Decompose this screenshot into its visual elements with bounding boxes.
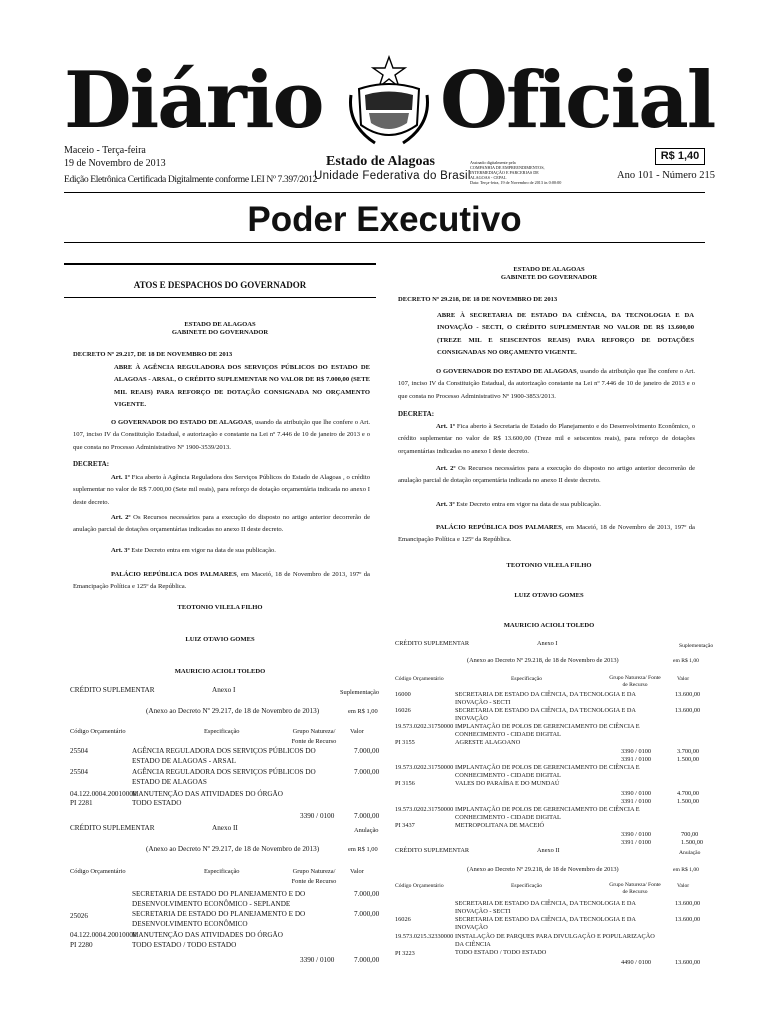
row-code: PI 2280	[70, 941, 93, 949]
left-signature-3: MAURICIO ACIOLI TOLEDO	[174, 668, 266, 675]
row-group: 3390 / 0100	[300, 812, 335, 820]
state-coat-of-arms-icon	[345, 55, 433, 150]
annex-kind: Suplementação	[679, 643, 714, 649]
left-art1	[73, 472, 370, 509]
right-signature-3: MAURICIO ACIOLI TOLEDO	[503, 622, 595, 629]
row-value: 7.000,00	[354, 956, 380, 964]
row-spec: MANUTENÇÃO DAS ATIVIDADES DO ÓRGÃO	[132, 931, 283, 939]
art1-lead: Art. 1º	[111, 474, 130, 481]
palace-text: , em Maceió, 18 de Novembro de 2013, 197º da Emancipação Política e 125º da República.	[73, 571, 370, 591]
row-value: 13.600,00	[675, 707, 701, 714]
right-signature-2: LUIZ OTAVIO GOMES	[514, 592, 584, 599]
annex-label: CRÉDITO SUPLEMENTAR	[395, 847, 470, 854]
annex-kind: Anulação	[354, 827, 379, 834]
row-code: PI 3437	[395, 822, 415, 829]
row-spec: TODO ESTADO / TODO ESTADO	[132, 941, 237, 949]
right-art3	[398, 499, 695, 511]
price-badge: R$ 1,40	[655, 148, 705, 165]
row-code: PI 3155	[395, 739, 415, 746]
annex-ref: (Anexo ao Decreto Nº 29.217, de 18 de Novembro de 2013)	[146, 707, 320, 715]
left-palace	[73, 569, 370, 594]
signature-line: Data: Terça-feira, 19 de Novembro de 2013 às 0:00:00	[470, 180, 562, 185]
row-spec: INSTALAÇÃO DE PARQUES PARA DIVULGAÇÃO E POPULARIZAÇÃO DA CIÊNCIA	[455, 933, 655, 948]
row-spec: IMPLANTAÇÃO DE POLOS DE GERENCIAMENTO DE CIÊNCIA E CONHECIMENTO - CIDADE DIGITAL	[455, 723, 640, 738]
annex-ref: (Anexo ao Decreto Nº 29.218, de 18 de Novembro de 2013)	[467, 657, 619, 664]
annex-label: CRÉDITO SUPLEMENTAR	[70, 824, 155, 832]
left-ementa: ABRE À AGÊNCIA REGULADORA DOS SERVIÇOS PÚBLICOS DO ESTADO DE ALAGOAS - ARSAL, O CRÉDITO SUPLEMENTAR NO VALOR DE R$ 7.000,00 (SETE MIL REAIS) PARA REFORÇO DE DOTAÇÃO CONSIGNADA NO ORÇAMENTO VIGENTE.	[114, 364, 370, 409]
preamble-text: , usando da atribuição que lhe confere o Art. 107, inciso IV da Constituição Estadual, da autorização constante na Lei nº 7.446 de 10 de janeiro de 2013 e o que consta no Processo Administrativo Nº 1900-3853/2013.	[398, 368, 695, 400]
col-value: Valor	[350, 728, 364, 735]
left-art2	[73, 512, 370, 537]
annex-unit: em R$ 1,00	[348, 846, 378, 853]
annex-unit: em R$ 1,00	[348, 708, 378, 715]
row-code: 16000	[395, 691, 411, 698]
right-palace	[398, 522, 695, 547]
row-value: 7.000,00	[354, 747, 380, 755]
left-signature-1: TEOTONIO VILELA FILHO	[177, 604, 263, 611]
left-decreta: DECRETA:	[73, 460, 110, 468]
row-code: 25026	[70, 912, 88, 920]
masthead-signature-note	[470, 160, 600, 185]
col-value: Valor	[350, 868, 364, 875]
signature-line: COMPANHIA DE EMPREENDIMENTOS,	[470, 165, 545, 170]
row-spec: AGÊNCIA REGULADORA DOS SERVIÇOS PÚBLICOS DO ESTADO DE ALAGOAS - ARSAL	[132, 747, 316, 765]
left-annex2-table	[70, 824, 380, 974]
annex-name: Anexo II	[212, 824, 238, 832]
masthead-state: Estado de Alagoas	[326, 154, 435, 169]
row-group: 4490 / 0100	[621, 959, 652, 966]
row-spec: METROPOLITANA DE MACEIÓ	[455, 822, 545, 829]
signature-line: INTERMEDIAÇÃO E PARCERIAS DE	[470, 170, 539, 175]
col-value: Valor	[677, 883, 690, 889]
row-value: 13.600,00	[675, 900, 701, 907]
preamble-text: , usando da atribuição que lhe confere o Art. 107, inciso IV da Constituição Estadual, e autorização e constante na Lei nº 7.446 de 10 de janeiro de 2013 e o que consta no Processo Administrativo Nº 1900-3539/2013.	[73, 419, 370, 451]
palace-bold: PALÁCIO REPÚBLICA DOS PALMARES	[436, 524, 562, 531]
right-art1	[398, 421, 695, 458]
col-code: Código Orçamentário	[70, 868, 126, 875]
row-spec: AGÊNCIA REGULADORA DOS SERVIÇOS PÚBLICOS DO ESTADO DE ALAGOAS	[132, 768, 316, 786]
col-code: Código Orçamentário	[395, 883, 444, 889]
row-value: 700,00 1.500,00	[681, 831, 704, 846]
row-group: 3390 / 0100 3391 / 0100	[621, 831, 652, 846]
art1-lead: Art. 1º	[436, 423, 455, 430]
left-preamble	[73, 417, 370, 454]
left-org-office: GABINETE DO GOVERNADOR	[171, 329, 269, 336]
right-org-office: GABINETE DO GOVERNADOR	[500, 274, 598, 281]
masthead-title-left: Diário	[64, 55, 323, 146]
col-spec: Especificação	[511, 676, 543, 682]
col-group: Grupo Natureza/ Fonte de Recurso	[609, 882, 661, 895]
row-spec: TODO ESTADO / TODO ESTADO	[455, 949, 547, 956]
row-spec: SECRETARIA DE ESTADO DO PLANEJAMENTO E DO DESENVOLVIMENTO ECONÔMICO - SEPLANDE	[132, 890, 306, 908]
left-section-header: ATOS E DESPACHOS DO GOVERNADOR	[133, 280, 307, 290]
annex-ref: (Anexo ao Decreto Nº 29.218, de 18 de Novembro de 2013)	[467, 866, 619, 873]
row-code: PI 3223	[395, 950, 415, 957]
art1-text: Fica aberto à Agência Reguladora dos Serviços Públicos do Estado de Alagoas , o crédito suplementar no valor de R$ 7.000,00 (Sete mil reais), para reforço de dotação orçamentária indicada no anexo I deste decreto.	[73, 474, 370, 506]
row-code: 19.573.0202.31750000	[395, 764, 454, 771]
left-decree-title: DECRETO Nº 29.217, DE 18 DE NOVEMBRO DE 2013	[73, 351, 233, 358]
row-code: 04.122.0004.20010000	[70, 931, 137, 939]
row-value: 7.000,00	[354, 812, 380, 820]
right-annex1-table	[395, 640, 714, 848]
col-value: Valor	[677, 676, 690, 682]
annex-label: CRÉDITO SUPLEMENTAR	[70, 686, 155, 694]
row-value: 7.000,00	[354, 910, 380, 918]
row-spec: TODO ESTADO	[132, 799, 182, 807]
row-spec: SECRETARIA DE ESTADO DO PLANEJAMENTO E DO DESENVOLVIMENTO ECONÔMICO	[132, 910, 306, 928]
annex-kind: Anulação	[679, 850, 701, 856]
masthead-federal-unit: Unidade Federativa do Brasil	[314, 170, 471, 182]
left-org-state: ESTADO DE ALAGOAS	[184, 321, 256, 328]
annex-unit: em R$ 1,00	[673, 867, 699, 873]
col-code: Código Orçamentário	[70, 728, 126, 735]
row-code: 19.573.0202.31750000	[395, 806, 454, 813]
right-preamble	[398, 366, 695, 403]
col-group: Grupo Natureza/ Fonte de Recurso	[609, 675, 661, 688]
right-decree-title: DECRETO Nº 29.218, DE 18 DE NOVEMBRO DE 2013	[398, 296, 558, 303]
row-spec: AGRESTE ALAGOANO	[455, 739, 521, 746]
art1-text: Fica aberto à Secretaria de Estado do Planejamento e do Desenvolvimento Econômico, o crédito suplementar no valor de R$ 13.600,00 (Treze mil e seiscentos reais), para reforço de dotações orçamentárias indicadas no anexo I deste decreto.	[398, 423, 695, 455]
art3-lead: Art. 3º	[111, 547, 130, 554]
row-value: 4.700,00 1.500,00	[677, 790, 700, 805]
col-spec: Especificação	[511, 883, 543, 889]
annex-kind: Suplementação	[340, 689, 380, 696]
row-spec: SECRETARIA DE ESTADO DA CIÊNCIA, DA TECNOLOGIA E DA INOVAÇÃO - SECTI	[455, 691, 636, 706]
col-group: Grupo Natureza/ Fonte de Recurso	[291, 728, 337, 745]
left-art3	[73, 545, 370, 557]
annex-name: Anexo I	[212, 686, 236, 694]
row-spec: SECRETARIA DE ESTADO DA CIÊNCIA, DA TECNOLOGIA E DA INOVAÇÃO	[455, 916, 636, 931]
row-group: 3390 / 0100	[300, 956, 335, 964]
row-value: 13.600,00	[675, 691, 701, 698]
row-spec: SECRETARIA DE ESTADO DA CIÊNCIA, DA TECNOLOGIA E DA INOVAÇÃO	[455, 707, 636, 722]
art2-lead: Art. 2º	[111, 514, 131, 521]
annex-ref: (Anexo ao Decreto Nº 29.217, de 18 de Novembro de 2013)	[146, 845, 320, 853]
left-signature-2: LUIZ OTAVIO GOMES	[185, 636, 255, 643]
row-spec: IMPLANTAÇÃO DE POLOS DE GERENCIAMENTO DE CIÊNCIA E CONHECIMENTO - CIDADE DIGITAL	[455, 764, 640, 779]
row-group: 3390 / 0100 3391 / 0100	[621, 748, 652, 763]
row-spec: SECRETARIA DE ESTADO DA CIÊNCIA, DA TECNOLOGIA E DA INOVAÇÃO - SECTI	[455, 900, 636, 915]
row-code: PI 2281	[70, 799, 93, 807]
col-code: Código Orçamentário	[395, 676, 444, 682]
palace-bold: PALÁCIO REPÚBLICA DOS PALMARES	[111, 571, 237, 578]
row-spec: MANUTENÇÃO DAS ATIVIDADES DO ÓRGÃO	[132, 790, 283, 798]
palace-text: , em Maceió, 18 de Novembro de 2013, 197º da Emancipação Política e 125º da República.	[398, 524, 695, 544]
annex-name: Anexo II	[537, 847, 560, 854]
masthead-edition-note: Edição Eletrônica Certificada Digitalmente conforme LEI Nº 7.397/2012	[64, 174, 317, 185]
right-decreta: DECRETA:	[398, 410, 435, 418]
row-code: 19.573.0202.31750000	[395, 723, 454, 730]
col-group: Grupo Natureza/ Fonte de Recurso	[291, 868, 337, 885]
row-code: 25504	[70, 768, 88, 776]
masthead-title-right: Oficial	[440, 55, 715, 146]
signature-line: ALAGOAS - CEPAL	[470, 175, 507, 180]
annex-label: CRÉDITO SUPLEMENTAR	[395, 640, 470, 647]
row-code: 16026	[395, 916, 411, 923]
row-value: 7.000,00	[354, 768, 380, 776]
col-spec: Especificação	[204, 728, 240, 735]
signature-line: Assinado digitalmente pela	[470, 160, 516, 165]
right-signature-1: TEOTONIO VILELA FILHO	[506, 562, 592, 569]
right-ementa: ABRE À SECRETARIA DE ESTADO DA CIÊNCIA, DA TECNOLOGIA E DA INOVAÇÃO - SECTI, O CRÉDITO SUPLEMENTAR NO VALOR DE R$ 13.600,00 (TREZE MIL E SEISCENTOS REAIS) PARA REFORÇO DE DOTAÇÕES CONSIGNADAS NO ORÇAMENTO VIGENTE.	[437, 312, 694, 357]
row-value: 13.600,00	[675, 916, 701, 923]
row-code: 04.122.0004.20010000	[70, 790, 137, 798]
art3-text: Este Decreto entra em vigor na data de sua publicação.	[454, 501, 601, 508]
row-code: 19.573.0215.32330000	[395, 933, 454, 940]
row-code: 25504	[70, 747, 88, 755]
section-title: Poder Executivo	[247, 200, 522, 239]
row-spec: VALES DO PARAÍBA E DO MUNDAÚ	[455, 780, 560, 787]
right-org-state: ESTADO DE ALAGOAS	[513, 266, 585, 273]
preamble-bold: O GOVERNADOR DO ESTADO DE ALAGOAS	[111, 419, 252, 426]
right-annex2-table	[395, 847, 710, 972]
annex-unit: em R$ 1,00	[673, 658, 699, 664]
right-art2	[398, 463, 695, 488]
art3-text: Este Decreto entra em vigor na data de sua publicação.	[129, 547, 276, 554]
col-spec: Especificação	[204, 868, 240, 875]
preamble-bold: O GOVERNADOR DO ESTADO DE ALAGOAS	[436, 368, 577, 375]
row-group: 3390 / 0100 3391 / 0100	[621, 790, 652, 805]
masthead-city-day: Maceio - Terça-feira	[64, 145, 146, 156]
art3-lead: Art. 3º	[436, 501, 455, 508]
art2-text: Os Recursos necessários para a execução do disposto no artigo anterior decorrerão de anulação parcial de dotações orçamentárias indicadas no anexo II deste decreto.	[73, 514, 370, 534]
row-value: 13.600,00	[675, 959, 701, 966]
masthead-date: 19 de Novembro de 2013	[64, 158, 166, 169]
row-code: PI 3156	[395, 780, 415, 787]
art2-lead: Art. 2º	[436, 465, 456, 472]
left-annex1-table	[70, 686, 380, 826]
annex-name: Anexo I	[537, 640, 558, 647]
masthead-year-number: Ano 101 - Número 215	[617, 170, 715, 181]
row-value: 3.700,00 1.500,00	[677, 748, 700, 763]
art2-text: Os Recursos necessários para a execução do disposto no artigo anterior decorrerão de anulação parcial de dotação orçamentária indicada no anexo II deste decreto.	[398, 465, 695, 485]
row-value: 7.000,00	[354, 890, 380, 898]
row-code: 16026	[395, 707, 411, 714]
row-spec: IMPLANTAÇÃO DE POLOS DE GERENCIAMENTO DE CIÊNCIA E CONHECIMENTO - CIDADE DIGITAL	[455, 806, 640, 821]
